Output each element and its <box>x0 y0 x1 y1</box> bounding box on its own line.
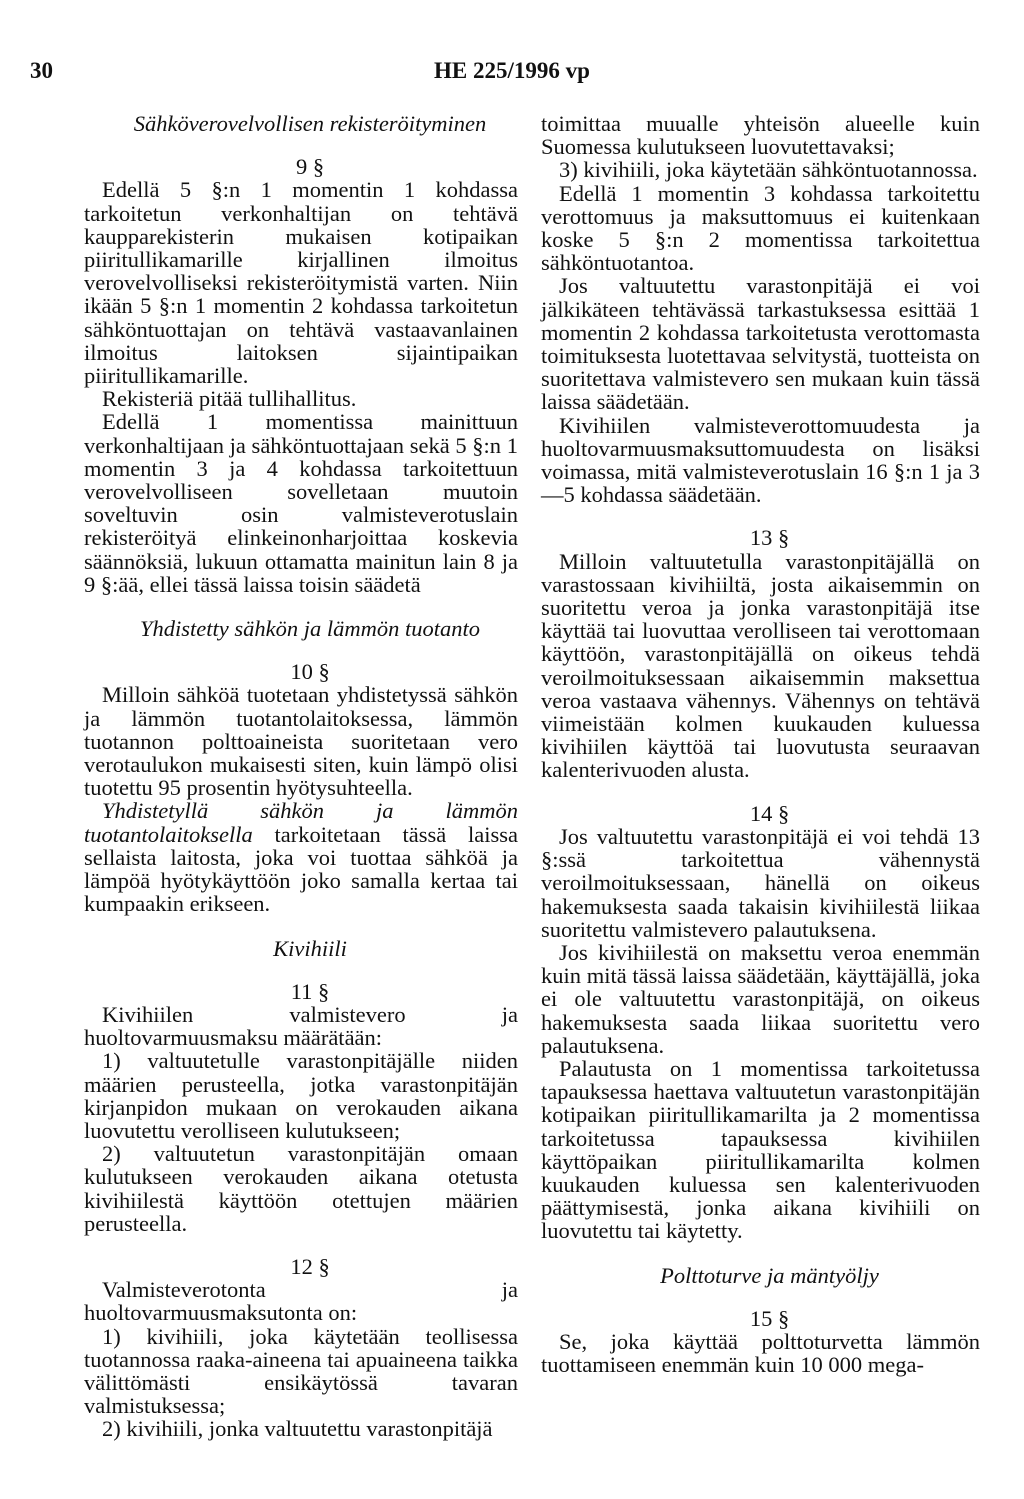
section-11-item-2: 2) valtuutetun varastonpitäjän omaan kulutukseen verokauden aikana otetusta kivihiilestä käyttöön otettujen määrien perusteella. <box>84 1141 518 1236</box>
section-12-item-1: 1) kivihiili, joka käytetään teollisessa tuotannossa raaka-aineena tai apuaineena taikka välittömästi ensikäytössä tavaran valmistuksessa; <box>84 1323 518 1419</box>
section-10-paragraph-1: Milloin sähköä tuotetaan yhdistetyssä sähkön ja lämmön tuotantolaitoksessa, lämmön tuotannon polttoaineista suoritetaan vero verotaulukon mukaisesti siten, kuin lämpö olisi tuotettu 95 prosentin hyötysuhteella. <box>84 682 518 801</box>
section-9-paragraph-2: Rekisteriä pitää tullihallitus. <box>102 386 357 412</box>
section-12-paragraph-1: Valmisteverotonta ja huoltovarmuusmaksutonta on: <box>84 1277 518 1326</box>
section-12-number: 12 § <box>290 1253 330 1279</box>
section-11-number: 11 § <box>290 978 330 1004</box>
page-number: 30 <box>30 58 53 83</box>
heading-coal: Kivihiili <box>273 935 347 961</box>
defined-term: Yhdistetyllä sähkön ja lämmön tuotantolaitoksella <box>84 798 518 847</box>
section-14-number: 14 § <box>749 800 790 826</box>
section-10-paragraph-2 <box>84 799 518 915</box>
section-12-paragraph-3: Jos valtuutettu varastonpitäjä ei voi jälkikäteen tehtävässä tarkastuksessa esittää 1 momentin 2 kohdassa tarkoitetusta verottomasta toimituksesta luotettavaa selvitystä, tuotteista on suoritettava valmistevero sen mukaan kuin tässä laissa säädetään. <box>541 273 980 415</box>
section-11-item-1: 1) valtuutetulle varastonpitäjälle niiden määrien perusteella, jotka varastonpitäjän kirjanpidon mukaan on verokauden aikana luovutettu verolliseen kulutukseen; <box>84 1048 518 1143</box>
section-9-paragraph-3: Edellä 1 momentissa mainittuun verkonhaltijaan ja sähköntuottajaan sekä 5 §:n 1 momentin 3 ja 4 kohdassa tarkoitettuun verovelvolliseen sovelletaan muutoin soveltuvin osin valmisteverotuslain rekisteröityä elinkeinonharjoittaa koskevia säännöksiä, lukuun ottamatta mainitun lain 8 ja 9 §:ää, ellei tässä laissa toisin säädetä <box>84 409 518 597</box>
section-9-number: 9 § <box>295 154 325 180</box>
section-13-paragraph-1: Milloin valtuutetulla varastonpitäjällä on varastossaan kivihiiltä, josta aikaisemmin on suoritettu veroa ja jonka varastonpitäjä itse käyttää tai luovuttaa verolliseen tai verottomaan käyttöön, varastonpitäjällä on oikeus tehdä veroilmoituksessaan aikaisemmin maksettua veroa vastaava vähennys. Vähennys on tehtävä viimeistään kolmen kuukauden kuluessa kivihiilen käyttöä tai luovutusta seuraavan kalenterivuoden alusta. <box>541 548 980 783</box>
section-10-paragraph-2-text: tarkoitetaan tässä laissa sellaista laitosta, joka voi tuottaa sähköä ja lämpöä hyötykäyttöön joko samalla kertaa tai kumpaakin erikseen. <box>84 821 518 917</box>
section-14-paragraph-3: Palautusta on 1 momentissa tarkoitetussa tapauksessa haettava valtuutetun varastonpitäjän kotipaikan piiritullikamarilta ja 2 momentissa tarkoitetussa tapauksessa kivihiilen käyttöpaikan piiritullikamarilta kolmen kuukauden kuluessa sen kalenterivuoden päättymisestä, jonka aikana kivihiili on luovutettu tai käytetty. <box>541 1055 980 1244</box>
section-12-item-2: 2) kivihiili, jonka valtuutettu varastonpitäjä <box>102 1416 493 1442</box>
section-12-paragraph-4: Kivihiilen valmisteverottomuudesta ja huoltovarmuusmaksuttomuudesta on lisäksi voimassa, mitä valmisteverotuslain 16 §:n 1 ja 3—5 kohdassa säädetään. <box>541 412 980 508</box>
section-10-number: 10 § <box>290 659 330 685</box>
section-12-paragraph-2: Edellä 1 momentin 3 kohdassa tarkoitettu verottomuus ja maksuttomuus ei kuitenkaan koske 5 §:n 2 momentissa tarkoitettua sähköntuotantoa. <box>541 180 980 276</box>
left-column <box>84 112 518 1441</box>
section-12-item-2-continued: toimittaa muualle yhteisön alueelle kuin Suomessa kulutukseen luovutettavaksi; <box>541 111 980 160</box>
section-15-number: 15 § <box>749 1305 790 1331</box>
section-15-paragraph-1: Se, joka käyttää polttoturvetta lämmön tuottamiseen enemmän kuin 10 000 mega- <box>541 1328 980 1378</box>
section-11-paragraph-1: Kivihiilen valmistevero ja huoltovarmuusmaksu määrätään: <box>84 1001 518 1051</box>
document-id: HE 225/1996 vp <box>434 58 590 83</box>
right-column <box>541 112 980 1376</box>
heading-registration: Sähköverovelvollisen rekisteröityminen <box>133 111 487 136</box>
section-9-paragraph-1: Edellä 5 §:n 1 momentin 1 kohdassa tarkoitetun verkonhaltijan on tehtävä kaupparekisterin mukaisen kotipaikan piiritullikamarille kirjallinen ilmoitus verovelvolliseksi rekisteröitymistä varten. Niin ikään 5 §:n 1 momentin 2 kohdassa tarkoitetun sähköntuottajan on tehtävä vastaavanlainen ilmoitus laitoksen sijaintipaikan piiritullikamarille. <box>84 177 518 389</box>
section-14-paragraph-1: Jos valtuutettu varastonpitäjä ei voi tehdä 13 §:ssä tarkoitettua vähennystä veroilmoituksessaan, hänellä on oikeus hakemuksesta saada takaisin kivihiilestä liikaa suoritettu valmistevero palautuksena. <box>541 823 980 942</box>
section-12-item-3: 3) kivihiili, joka käytetään sähköntuotannossa. <box>559 157 978 183</box>
heading-peat-tall-oil: Polttoturve ja mäntyöljy <box>660 1262 879 1288</box>
section-14-paragraph-2: Jos kivihiilestä on maksettu veroa enemmän kuin mitä tässä laissa säädetään, käyttäjällä, joka ei ole valtuutettu varastonpitäjä, on oikeus hakemuksesta saada liikaa suoritettu vero palautuksena. <box>541 939 980 1058</box>
heading-combined-production: Yhdistetty sähkön ja lämmön tuotanto <box>140 616 480 642</box>
section-13-number: 13 § <box>749 525 790 551</box>
